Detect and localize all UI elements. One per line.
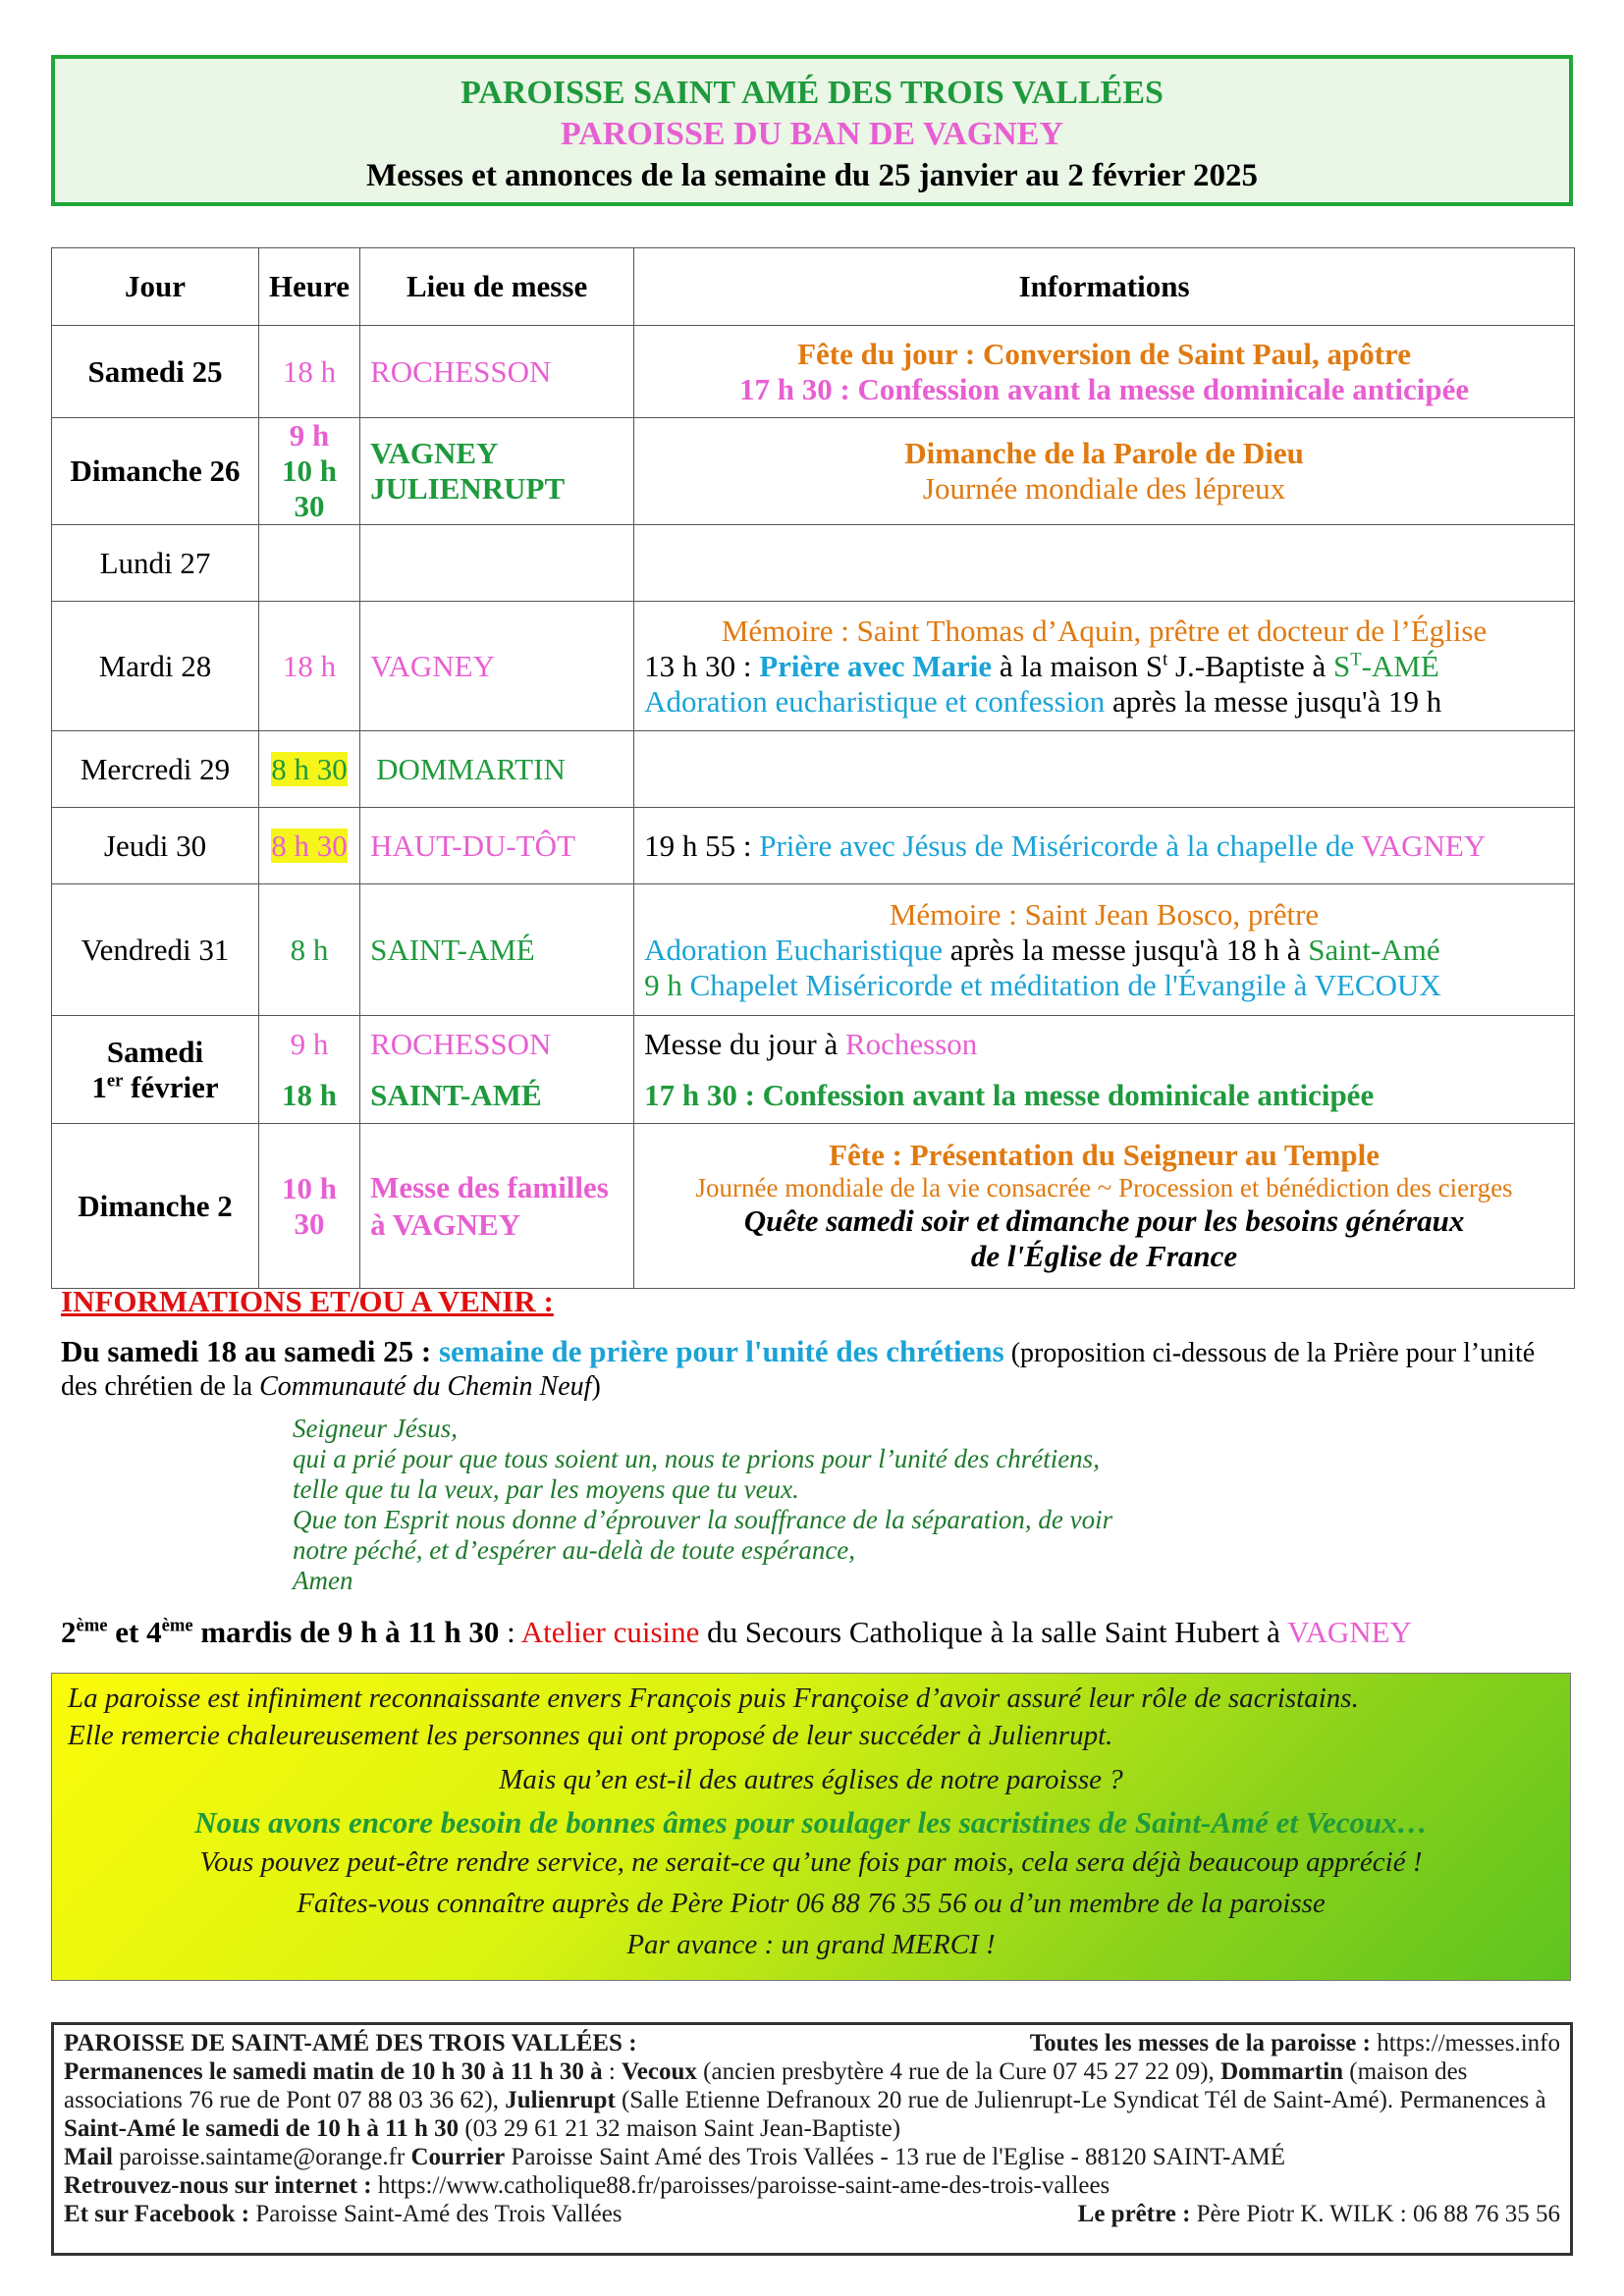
para-text: semaine de prière pour l'unité des chrétiens <box>438 1334 1004 1368</box>
place-line: SAINT-AMÉ <box>370 1077 542 1112</box>
day-text: 1 <box>91 1069 107 1104</box>
day-text: février <box>123 1069 219 1104</box>
facebook-link[interactable]: Paroisse Saint-Amé des Trois Vallées <box>255 2201 623 2227</box>
para-text: Du samedi 18 au samedi 25 : <box>61 1334 439 1368</box>
hour-line: 9 h <box>290 1026 329 1061</box>
info-line: Fête du jour : Conversion de Saint Paul, apôtre <box>797 336 1411 371</box>
footer-text: (maison des associations 76 rue de Pont 07 88 03 36 62), <box>64 2058 1468 2113</box>
info-line: Journée mondiale des lépreux <box>922 471 1286 506</box>
para-text: Communauté du Chemin Neuf <box>259 1371 592 1402</box>
para-text: : <box>499 1615 521 1649</box>
cooking-workshop-paragraph <box>61 1615 1573 1650</box>
info-text: T <box>1350 649 1362 670</box>
table-header-row <box>52 248 1575 326</box>
announcements-title: INFORMATIONS ET/OU A VENIR : <box>61 1284 554 1318</box>
mass-schedule-table <box>51 247 1575 1289</box>
place-cell: HAUT-DU-TÔT <box>360 808 634 884</box>
day-text: er <box>106 1070 124 1092</box>
info-cell <box>634 602 1575 731</box>
col-header-day: Jour <box>52 248 259 326</box>
day-cell: Samedi 25 <box>52 326 259 418</box>
prayer-line: Amen <box>293 1566 353 1595</box>
info-text: J.-Baptiste à <box>1167 648 1333 683</box>
hour-cell <box>259 1016 360 1124</box>
info-cell <box>634 1124 1575 1289</box>
info-text: Messe du jour à <box>644 1026 845 1061</box>
table-row <box>52 884 1575 1016</box>
info-line <box>644 933 1564 968</box>
footer-text: Dommartin <box>1220 2058 1344 2085</box>
col-header-info: Informations <box>634 248 1575 326</box>
info-line: Mémoire : Saint Thomas d’Aquin, prêtre et docteur de l’Église <box>721 613 1488 648</box>
hour-line: 9 h <box>289 418 330 453</box>
info-text: S <box>1332 648 1351 683</box>
footer-text: (Salle Etienne Defranoux 20 rue de Julienrupt-Le Syndicat Tél de Saint-Amé). Permanences à <box>615 2087 1546 2113</box>
hour-cell: 8 h <box>259 884 360 1016</box>
table-row <box>52 808 1575 884</box>
info-cell <box>634 884 1575 1016</box>
place-cell: SAINT-AMÉ <box>360 884 634 1016</box>
info-text: 13 h 30 : <box>644 648 760 683</box>
place-line: ROCHESSON <box>370 1026 552 1061</box>
para-text: ème <box>76 1615 108 1636</box>
appeal-line: Mais qu’en est-il des autres églises de notre paroisse ? <box>499 1764 1123 1795</box>
info-text: Saint-Amé <box>1308 932 1440 967</box>
week-title: Messes et annonces de la semaine du 25 janvier au 2 février 2025 <box>365 158 1259 193</box>
day-line: Samedi <box>106 1034 204 1069</box>
place-cell: ROCHESSON <box>360 326 634 418</box>
day-cell: Dimanche 26 <box>52 418 259 525</box>
hour-cell: 10 h 30 <box>259 1124 360 1289</box>
info-line: Mémoire : Saint Jean Bosco, prêtre <box>889 896 1320 932</box>
prayer-line: qui a prié pour que tous soient un, nous te prions pour l’unité des chrétiens, <box>293 1444 1100 1473</box>
place-line: VAGNEY <box>370 436 499 470</box>
email-link[interactable]: paroisse.saintame@orange.fr <box>113 2144 411 2170</box>
footer-line <box>64 2200 1560 2228</box>
info-text: Adoration Eucharistique <box>644 932 943 967</box>
info-line: Fête : Présentation du Seigneur au Temple <box>829 1138 1380 1172</box>
hour-highlight: 8 h 30 <box>271 828 348 863</box>
day-cell: Mercredi 29 <box>52 731 259 808</box>
appeal-line: Faîtes-vous connaître auprès de Père Piotr 06 88 76 35 56 ou d’un membre de la paroisse <box>297 1888 1326 1919</box>
info-text: Prière avec Marie <box>759 648 993 683</box>
info-text: t <box>1163 649 1168 670</box>
para-text: ) <box>591 1371 601 1402</box>
info-text: Chapelet Miséricorde et méditation de l'Évangile à VECOUX <box>689 967 1441 1002</box>
para-text: ème <box>161 1615 193 1636</box>
table-row <box>52 731 1575 808</box>
footer-text: Et sur Facebook : <box>64 2201 256 2227</box>
info-text: Rochesson <box>844 1026 978 1061</box>
appeal-line: Par avance : un grand MERCI ! <box>626 1929 996 1960</box>
footer-line <box>64 2171 1560 2200</box>
footer-text: Permanences le samedi matin de 10 h 30 à 11 h 30 à <box>64 2058 603 2085</box>
day-cell: Vendredi 31 <box>52 884 259 1016</box>
info-text: Adoration eucharistique et confession <box>644 683 1106 719</box>
table-row <box>52 525 1575 602</box>
info-text: 19 h 55 : <box>644 828 760 863</box>
contact-footer <box>51 2022 1573 2256</box>
day-cell <box>52 1016 259 1124</box>
info-line: Quête samedi soir et dimanche pour les besoins généraux <box>743 1203 1465 1238</box>
para-text: et 4 <box>107 1615 162 1649</box>
info-text: à la maison S <box>992 648 1164 683</box>
parish-title: PAROISSE SAINT AMÉ DES TROIS VALLÉES <box>460 75 1164 111</box>
info-line <box>644 684 1564 720</box>
info-text: VAGNEY <box>1361 828 1487 863</box>
website-link[interactable]: https://www.catholique88.fr/paroisses/paroisse-saint-ame-des-trois-vallees <box>377 2172 1110 2199</box>
info-cell <box>634 808 1575 884</box>
place-cell: Messe des familles à VAGNEY <box>360 1124 634 1289</box>
info-text: après la messe jusqu'à 18 h à <box>942 932 1309 967</box>
day-line <box>62 1070 248 1105</box>
info-cell <box>634 731 1575 808</box>
footer-text: Toutes les messes de la paroisse : <box>1029 2030 1378 2056</box>
info-text: Prière avec Jésus de Miséricorde à la chapelle de <box>759 828 1362 863</box>
col-header-place: Lieu de messe <box>360 248 634 326</box>
footer-text: (ancien presbytère 4 rue de la Cure 07 45 27 22 09), <box>696 2058 1221 2085</box>
footer-text: Vecoux <box>622 2058 697 2085</box>
appeal-line: La paroisse est infiniment reconnaissante envers François puis Françoise d’avoir assuré leur rôle de sacristains. <box>68 1682 1359 1714</box>
header-banner <box>51 55 1573 206</box>
footer-text: Courrier <box>410 2144 506 2170</box>
info-cell <box>634 525 1575 602</box>
info-line <box>644 1019 1564 1070</box>
place-cell <box>360 1016 634 1124</box>
place-cell <box>360 418 634 525</box>
prayer-line: Seigneur Jésus, <box>293 1414 458 1443</box>
appeal-line: Elle remercie chaleureusement les personnes qui ont proposé de leur succéder à Julienrupt. <box>68 1720 1113 1751</box>
place-cell: DOMMARTIN <box>360 731 634 808</box>
hour-cell <box>259 525 360 602</box>
parish-subtitle: PAROISSE DU BAN DE VAGNEY <box>561 116 1063 152</box>
hour-cell <box>259 418 360 525</box>
info-line: 17 h 30 : Confession avant la messe dominicale anticipée <box>738 371 1470 406</box>
info-cell <box>634 418 1575 525</box>
hour-highlight: 8 h 30 <box>271 751 348 786</box>
prayer-line: notre péché, et d’espérer au-delà de toute espérance, <box>293 1535 856 1565</box>
hour-cell <box>259 808 360 884</box>
priest-contact <box>1078 2200 1560 2228</box>
footer-line <box>64 2143 1560 2171</box>
all-masses-link[interactable]: https://messes.info <box>1377 2030 1560 2056</box>
table-row <box>52 1124 1575 1289</box>
all-masses-info <box>1030 2029 1560 2057</box>
footer-line <box>64 2029 1560 2057</box>
footer-text: (03 29 61 21 32 maison Saint Jean-Baptiste) <box>459 2115 901 2142</box>
para-text: mardis de 9 h à 11 h 30 <box>192 1615 500 1649</box>
day-cell: Lundi 27 <box>52 525 259 602</box>
para-text: 2 <box>61 1615 77 1649</box>
footer-text: Julienrupt <box>505 2087 616 2113</box>
info-text: 9 h <box>644 967 690 1002</box>
info-line: 17 h 30 : Confession avant la messe dominicale anticipée <box>644 1077 1375 1112</box>
col-header-hour: Heure <box>259 248 360 326</box>
footer-title: PAROISSE DE SAINT-AMÉ DES TROIS VALLÉES : <box>64 2030 637 2056</box>
prayer-line: Que ton Esprit nous donne d’éprouver la souffrance de la séparation, de voir <box>293 1505 1113 1534</box>
info-line: Dimanche de la Parole de Dieu <box>904 436 1304 470</box>
info-line <box>644 968 1564 1003</box>
day-cell: Jeudi 30 <box>52 808 259 884</box>
place-cell: VAGNEY <box>360 602 634 731</box>
para-text: VAGNEY <box>1287 1615 1412 1649</box>
prayer-line: telle que tu la veux, par les moyens que tu veux. <box>293 1474 799 1504</box>
info-cell <box>634 1016 1575 1124</box>
footer-paragraph <box>64 2057 1560 2143</box>
table-row <box>52 602 1575 731</box>
hour-line: 10 h 30 <box>282 454 338 523</box>
footer-text: Père Piotr K. WILK : 06 88 76 35 56 <box>1196 2201 1560 2227</box>
table-row <box>52 1016 1575 1124</box>
hour-line: 18 h <box>282 1077 338 1112</box>
hour-cell: 18 h <box>259 326 360 418</box>
prayer-text <box>293 1414 1112 1596</box>
day-cell: Mardi 28 <box>52 602 259 731</box>
footer-text: Mail <box>64 2144 113 2170</box>
unity-week-paragraph <box>61 1335 1573 1404</box>
para-text: du Secours Catholique à la salle Saint Hubert à <box>699 1615 1288 1649</box>
footer-text: Paroisse Saint Amé des Trois Vallées - 13 rue de l'Eglise - 88120 SAINT-AMÉ <box>505 2144 1286 2170</box>
info-line <box>644 649 1564 684</box>
place-cell <box>360 525 634 602</box>
footer-text: Saint-Amé le samedi de 10 h à 11 h 30 <box>64 2115 460 2142</box>
appeal-line: Nous avons encore besoin de bonnes âmes pour soulager les sacristines de Saint-Amé et Vecoux… <box>194 1805 1428 1840</box>
info-line: Journée mondiale de la vie consacrée ~ Procession et bénédiction des cierges <box>695 1173 1513 1202</box>
hour-cell <box>259 731 360 808</box>
info-line: de l'Église de France <box>970 1239 1238 1273</box>
table-row <box>52 326 1575 418</box>
info-cell <box>634 326 1575 418</box>
day-cell: Dimanche 2 <box>52 1124 259 1289</box>
para-text: (proposition ci-dessous de la Prière pour l’unité des chrétien de la <box>61 1338 1536 1402</box>
appeal-line: Vous pouvez peut-être rendre service, ne serait-ce qu’une fois par mois, cela sera déjà beaucoup apprécié ! <box>199 1846 1423 1878</box>
hour-cell: 18 h <box>259 602 360 731</box>
footer-text: Retrouvez-nous sur internet : <box>64 2172 378 2199</box>
place-line: JULIENRUPT <box>370 471 566 506</box>
para-text: Atelier cuisine <box>520 1615 700 1649</box>
info-text: après la messe jusqu'à 19 h <box>1105 683 1442 719</box>
footer-text: : <box>602 2058 623 2085</box>
sacristan-appeal-box <box>51 1673 1571 1981</box>
info-text: -AMÉ <box>1361 648 1439 683</box>
table-row <box>52 418 1575 525</box>
footer-text: Le prêtre : <box>1077 2201 1197 2227</box>
